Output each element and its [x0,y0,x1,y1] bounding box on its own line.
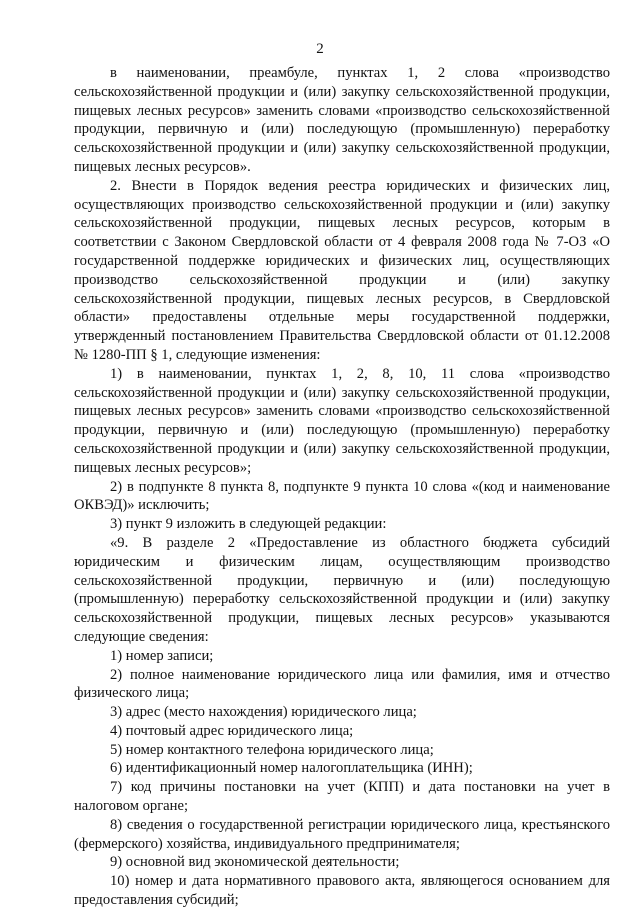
paragraph-clause-9: «9. В разделе 2 «Предоставление из областного бюджета субсидий юридическим и физическим лицам, осуществляющим производство сельскохозяйственной продукции, первичную и (или) последующую (промышленную) переработку сельскохозяйственной продукции и (или) закупку сельскохозяйственной продукции, пищевых лесных ресурсов» указываются следующие сведения: [74,534,610,645]
page-number: 2 [316,41,324,57]
list-item-kpp: 7) код причины постановки на учет (КПП) и дата постановки на учет в налоговом органе; [74,779,610,815]
list-item-legal-act: 10) номер и дата нормативного правового акта, являющегося основанием для предоставления субсидий; [74,873,610,909]
paragraph-amend-names: в наименовании, преамбуле, пунктах 1, 2 слова «производство сельскохозяйственной продукции и (или) закупку сельскохозяйственной продукции, пищевых лесных ресурсов» заменить словами «производство сельскохозяйственной продукции, первичную и (или) последующую (промышленную) переработку сельскохозяйственной продукции и (или) закупку сельскохозяйственной продукции, пищевых лесных ресурсов». [74,65,610,175]
paragraph-registry-order: 2. Внести в Порядок ведения реестра юридических и физических лиц, осуществляющих производство сельскохозяйственной продукции и (или) закупку сельскохозяйственной продукции, пищевых лесных ресурсов, которым в соответствии с Законом Свердловской области от 4 февраля 2008 года № 7-ОЗ «О государственной поддержке юридических и физических лиц, осуществляющих производство сельскохозяйственной продукции и (или) закупку сельскохозяйственной продукции, пищевых лесных ресурсов, в Свердловской области» предоставлены отдельные меры государственной поддержки, утвержденный постановлением Правительства Свердловской области от 01.12.2008 № 1280-ПП § 1, следующие изменения: [74,177,610,363]
list-item-record-number: 1) номер записи; [110,647,214,664]
list-item-full-name: 2) полное наименование юридического лица или фамилия, имя и отчество физического лица; [74,666,610,702]
paragraph-item-2: 2) в подпункте 8 пункта 8, подпункте 9 пункта 10 слова «(код и наименование ОКВЭД)» исключить; [74,478,610,514]
list-item-postal-address: 4) почтовый адрес юридического лица; [110,722,354,739]
document-body [74,64,610,910]
paragraph-item-3: 3) пункт 9 изложить в следующей редакции: [110,516,387,533]
list-item-phone: 5) номер контактного телефона юридического лица; [110,741,434,758]
paragraph-item-1: 1) в наименовании, пунктах 1, 2, 8, 10, 11 слова «производство сельскохозяйственной продукции и (или) закупку сельскохозяйственной продукции, пищевых лесных ресурсов» заменить словами «производство сельскохозяйственной продукции, первичную и (или) последующую (промышленную) переработку сельскохозяйственной продукции и (или) закупку сельскохозяйственной продукции, пищевых лесных ресурсов»; [74,365,610,476]
list-item-address: 3) адрес (место нахождения) юридического лица; [110,704,417,721]
list-item-activity: 9) основной вид экономической деятельности; [110,854,400,871]
list-item-registration: 8) сведения о государственной регистрации юридического лица, крестьянского (фермерского) хозяйства, индивидуального предпринимателя; [74,816,610,852]
list-item-inn: 6) идентификационный номер налогоплательщика (ИНН); [110,760,473,777]
